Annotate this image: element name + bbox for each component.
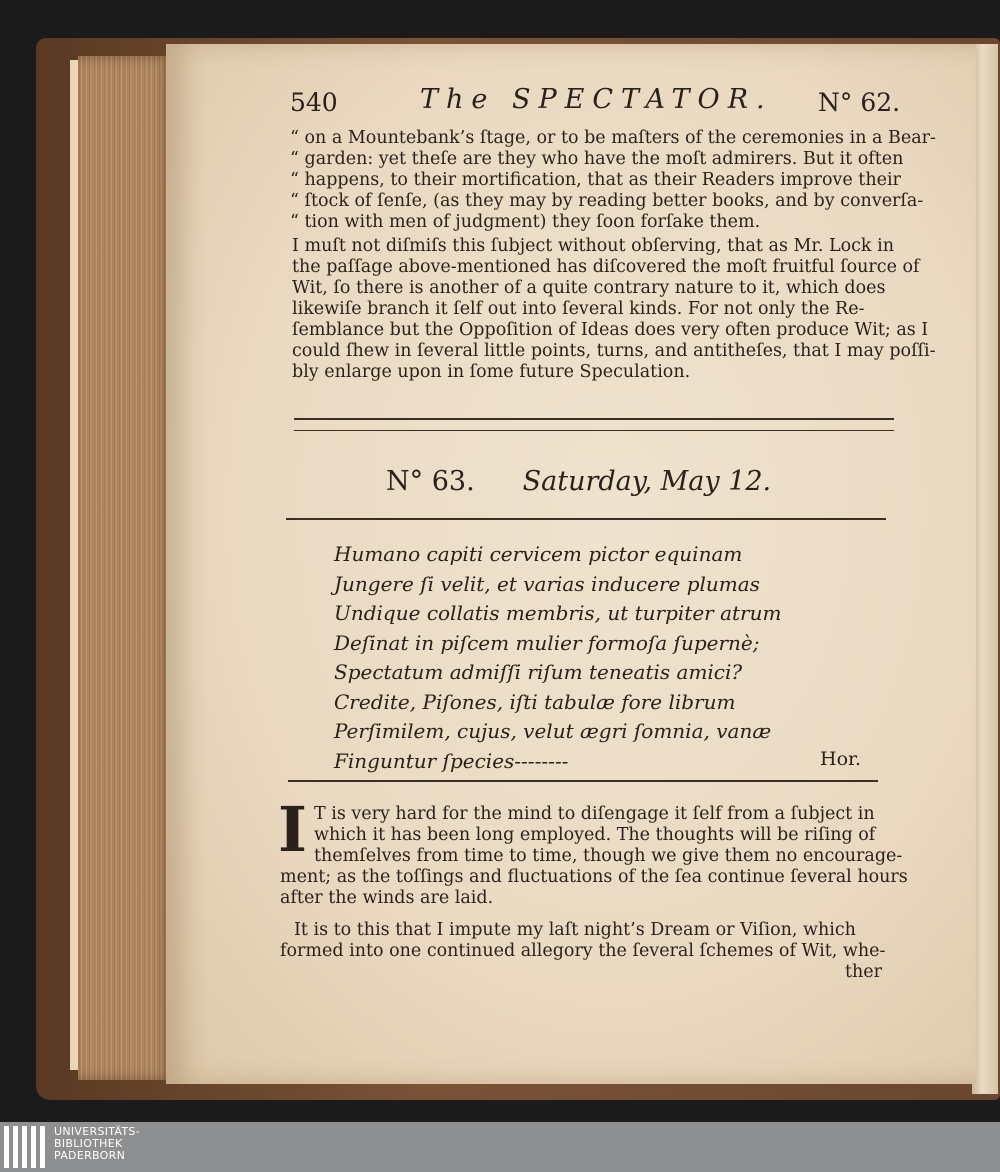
text-line: “ on a Mountebank’s ſtage, or to be maſters of the ceremonies in a Bear- <box>290 128 936 148</box>
library-name <box>54 1126 140 1162</box>
page-number: 540 <box>290 88 338 117</box>
page-fore-edge <box>78 56 174 1080</box>
verse-line: Spectatum admiſſi riſum teneatis amici? <box>334 660 743 684</box>
double-rule-bottom <box>294 430 894 431</box>
text-line: It is to this that I impute my laſt night’s Dream or Viſion, which <box>294 920 856 940</box>
paragraph-opening <box>278 793 908 909</box>
text-line: T is very hard for the mind to diſengage it ſelf from a ſubject in <box>314 804 875 824</box>
text-line: “ tion with men of judgment) they ſoon forſake them. <box>290 212 761 232</box>
drop-cap: I <box>278 793 308 866</box>
rule-above-epigraph <box>286 518 886 520</box>
issue-reference: N° 62. <box>818 88 901 117</box>
text-line: ſemblance but the Oppoſition of Ideas does very often produce Wit; as I <box>292 320 929 340</box>
library-name-line: BIBLIOTHEK <box>54 1137 123 1150</box>
library-name-line: UNIVERSITÄTS- <box>54 1125 140 1138</box>
issue-heading <box>386 466 771 497</box>
issue-number: N° 63. <box>386 466 475 497</box>
text-line: bly enlarge upon in ſome future Speculation. <box>292 362 691 382</box>
paragraph-body <box>292 236 936 383</box>
verse-line: Undique collatis membris, ut turpiter atrum <box>334 601 782 625</box>
text-line: after the winds are laid. <box>280 888 494 908</box>
rule-below-epigraph <box>288 780 878 782</box>
verse-line: Credite, Piſones, iſti tabulæ fore librum <box>334 689 736 714</box>
text-line: Wit, ſo there is another of a quite contrary nature to it, which does <box>292 278 886 298</box>
text-line: likewiſe branch it ſelf out into ſeveral kinds. For not only the Re- <box>292 299 865 319</box>
verse-line: Finguntur ſpecies-------- <box>334 748 569 773</box>
verse-line: Perſimilem, cujus, velut ægri ſomnia, vanæ <box>334 719 772 743</box>
text-line: the paſſage above-mentioned has diſcovered the moſt fruitful ſource of <box>292 257 920 277</box>
library-logo-icon <box>4 1126 48 1168</box>
text-line: “ ſtock of ſenſe, (as they may by reading better books, and by converſa- <box>290 191 924 211</box>
epigraph-attribution: Hor. <box>820 748 862 770</box>
library-banner <box>0 1122 1000 1172</box>
paragraph-continued <box>280 920 900 983</box>
text-line: themſelves from time to time, though we give them no encourage- <box>314 846 903 866</box>
text-line: “ happens, to their mortification, that as their Readers improve their <box>290 170 901 190</box>
catchword: ther <box>844 962 882 982</box>
text-line: which it has been long employed. The thoughts will be riſing of <box>314 825 876 845</box>
running-title: The SPECTATOR. <box>420 84 773 115</box>
issue-date: Saturday, May 12. <box>522 466 772 497</box>
text-line: ment; as the toſſings and fluctuations of the ſea continue ſeveral hours <box>280 867 908 887</box>
text-line: I muſt not diſmiſs this ſubject without obſerving, that as Mr. Lock in <box>292 236 894 256</box>
epigraph <box>334 540 781 776</box>
text-line: “ garden: yet theſe are they who have the moſt admirers. But it often <box>290 149 904 169</box>
verse-line: Deſinat in piſcem mulier formoſa ſupernè; <box>334 630 760 655</box>
text-line: formed into one continued allegory the ſeveral ſchemes of Wit, whe- <box>280 941 886 961</box>
verse-line: Jungere ſi velit, et varias inducere plumas <box>334 571 760 596</box>
verse-line: Humano capiti cervicem pictor equinam <box>334 542 743 566</box>
library-name-line: PADERBORN <box>54 1149 126 1162</box>
text-line: could ſhew in ſeveral little points, turns, and antitheſes, that I may poſſi- <box>292 341 936 361</box>
paragraph-quote <box>290 128 936 233</box>
double-rule-top <box>294 418 894 420</box>
